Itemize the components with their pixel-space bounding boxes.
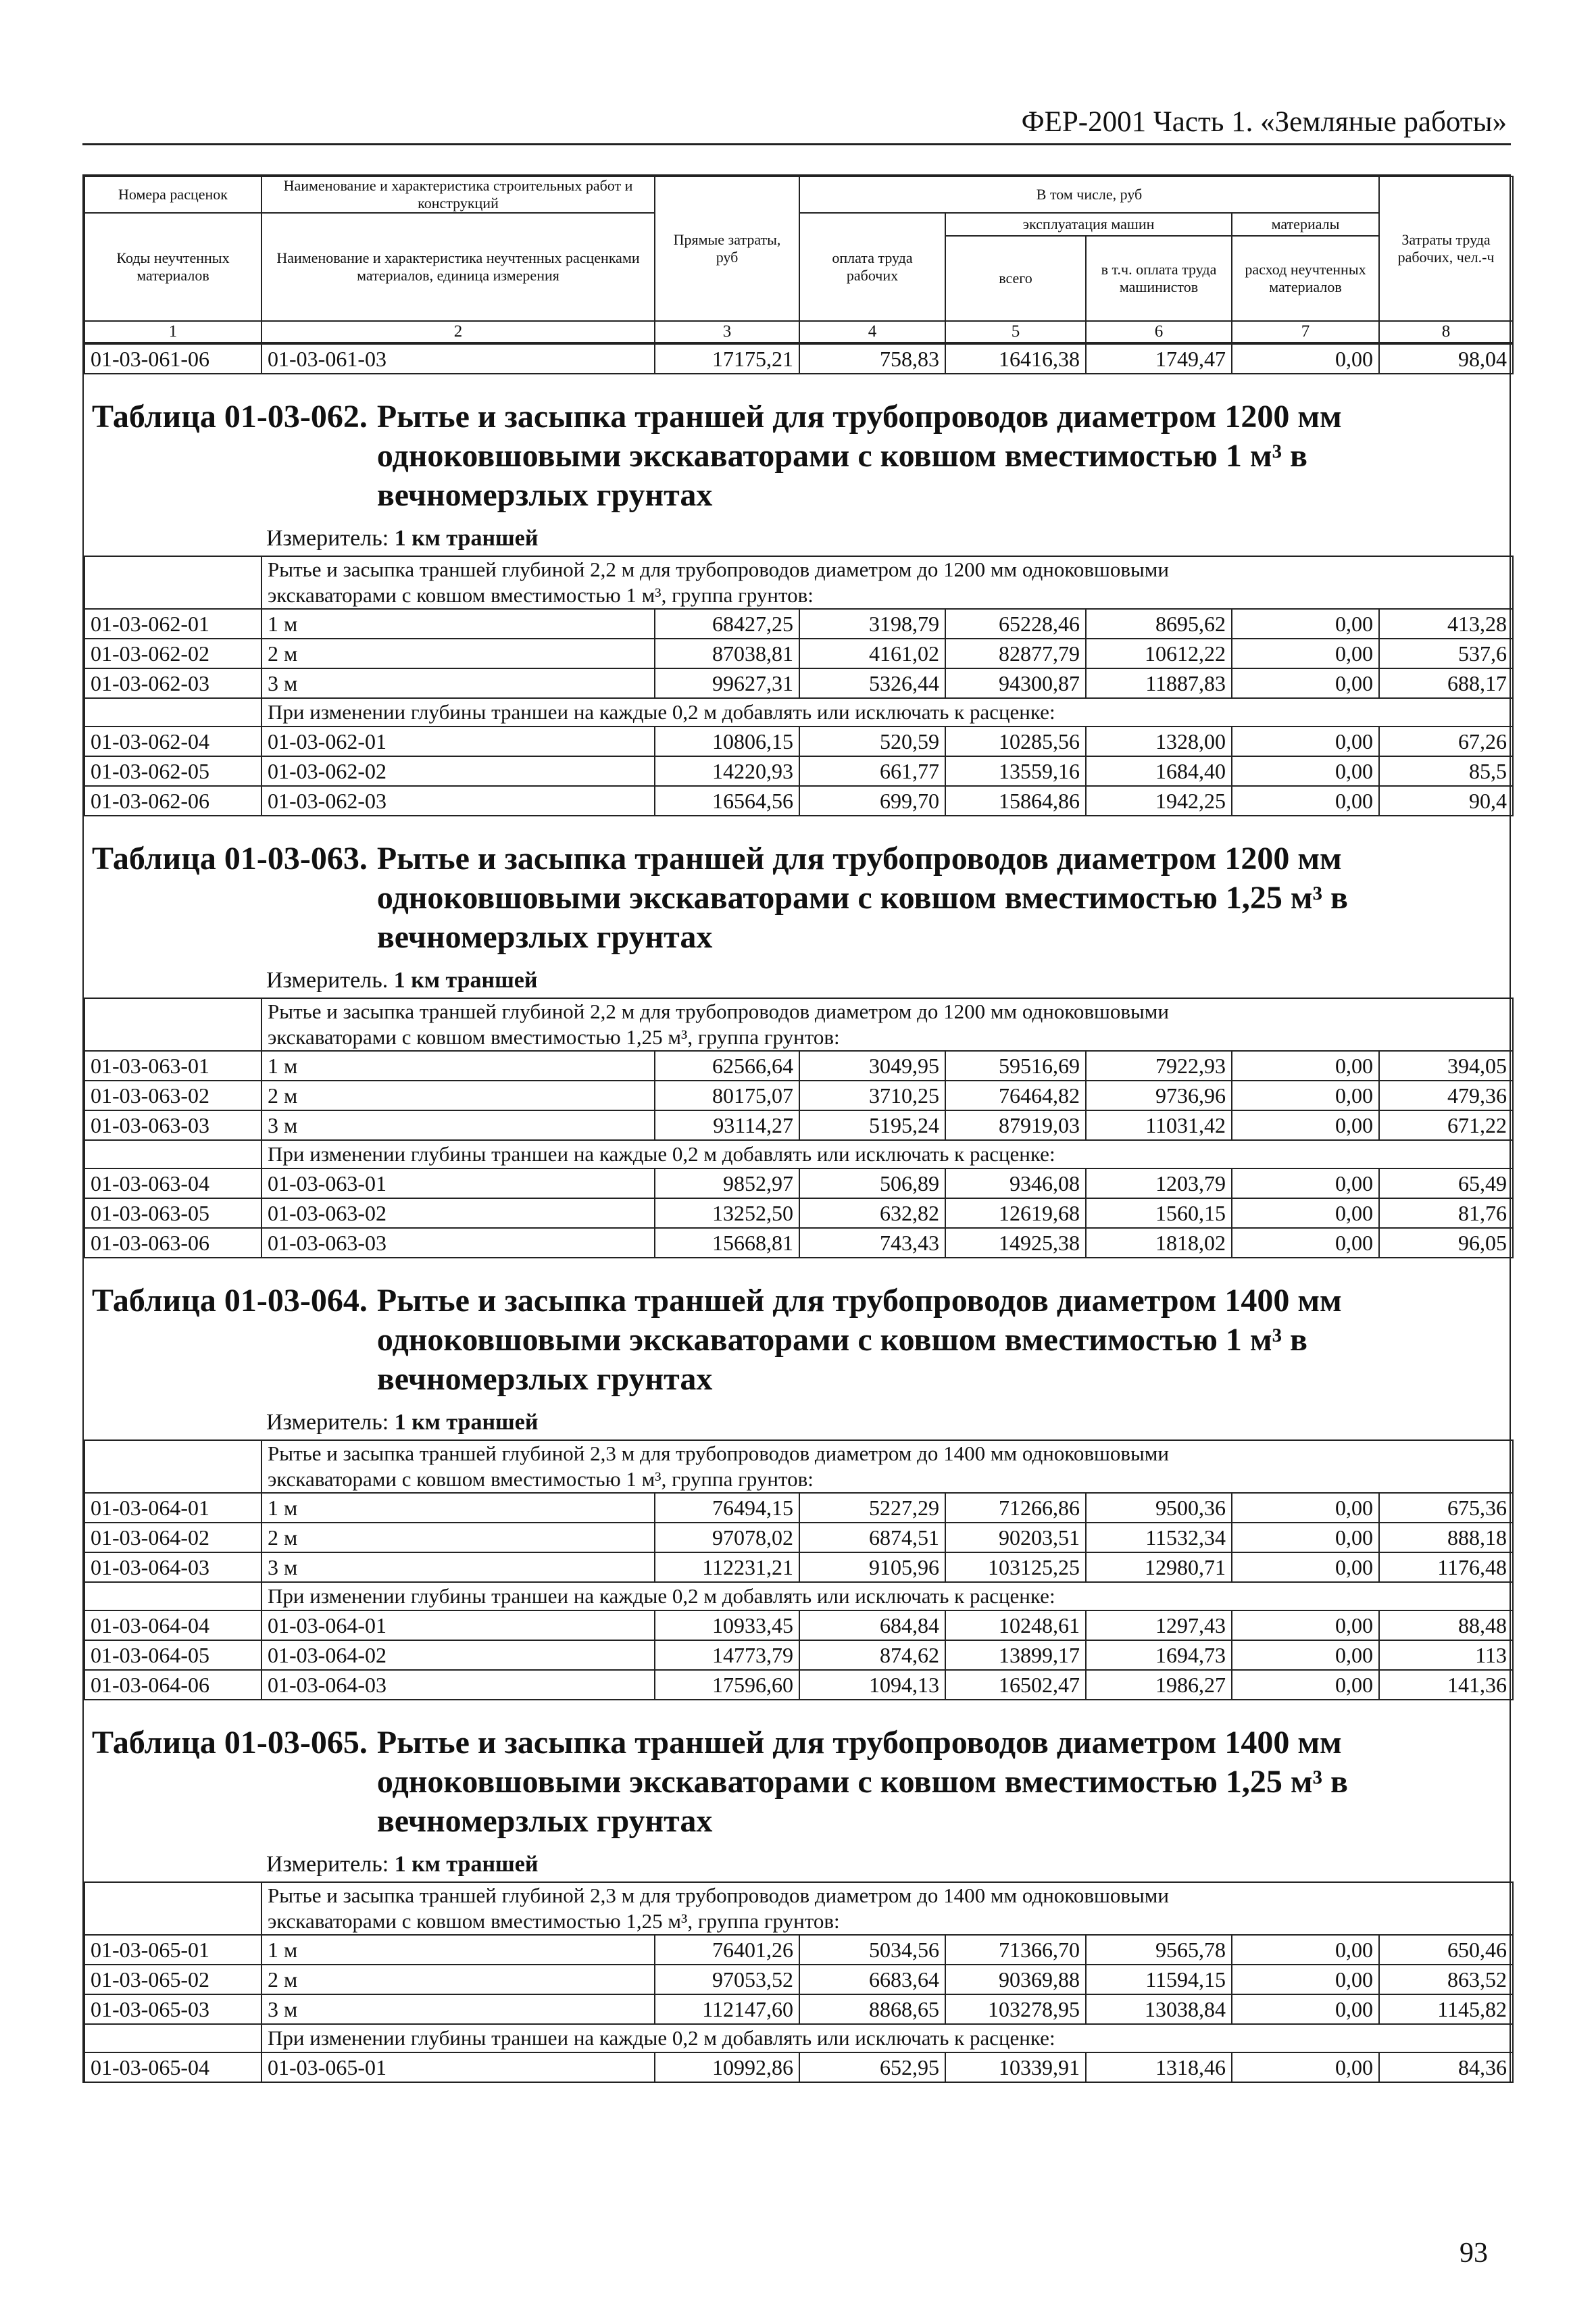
column-number: 4 bbox=[799, 321, 945, 343]
col-header-labor-hours: Затраты труда рабочих, чел.-ч bbox=[1379, 176, 1513, 321]
cell-col-5: 59516,69 bbox=[945, 1051, 1086, 1081]
cell-col-3: 68427,25 bbox=[655, 609, 799, 639]
cell-col-5: 10248,61 bbox=[945, 1610, 1086, 1640]
col-header-machinist-pay: в т.ч. оплата труда машинистов bbox=[1086, 236, 1232, 321]
rate-table-section bbox=[82, 374, 1511, 556]
cell-col-3: 15668,81 bbox=[655, 1228, 799, 1258]
cell-col-1: 01-03-065-01 bbox=[84, 1935, 261, 1965]
cell-col-7: 0,00 bbox=[1232, 1610, 1379, 1640]
cell-col-6: 12980,71 bbox=[1086, 1552, 1232, 1582]
table-number: Таблица 01-03-065. bbox=[92, 1725, 368, 1761]
table-row bbox=[84, 1523, 1513, 1552]
cell-col-3: 14220,93 bbox=[655, 756, 799, 786]
table-title bbox=[84, 816, 1510, 965]
cell-col-8: 141,36 bbox=[1379, 1670, 1513, 1700]
measurement-unit bbox=[84, 523, 1510, 556]
col-header-work-name: Наименование и характеристика строительных работ и конструкций bbox=[261, 176, 655, 213]
cell-col-5: 10339,91 bbox=[945, 2052, 1086, 2082]
table-row bbox=[84, 1110, 1513, 1140]
table-row bbox=[84, 2052, 1513, 2082]
rate-table bbox=[84, 556, 1514, 816]
cell-col-7: 0,00 bbox=[1232, 1935, 1379, 1965]
cell-col-2: 01-03-064-03 bbox=[261, 1670, 655, 1700]
table-row bbox=[84, 1198, 1513, 1228]
column-number: 6 bbox=[1086, 321, 1232, 343]
cell-col-1: 01-03-062-05 bbox=[84, 756, 261, 786]
cell-col-2: 01-03-063-02 bbox=[261, 1198, 655, 1228]
cell-col-5: 103125,25 bbox=[945, 1552, 1086, 1582]
table-caption-line: вечномерзлых грунтах bbox=[376, 919, 713, 955]
table-caption-line: вечномерзлых грунтах bbox=[376, 477, 713, 513]
cell-col-3: 112231,21 bbox=[655, 1552, 799, 1582]
rate-table bbox=[84, 1881, 1514, 2083]
col-header-materials: материалы bbox=[1232, 213, 1379, 236]
cell-col-1: 01-03-062-01 bbox=[84, 609, 261, 639]
cell-col-3: 62566,64 bbox=[655, 1051, 799, 1081]
cell-col-7: 0,00 bbox=[1232, 1198, 1379, 1228]
cell-col-8: 85,5 bbox=[1379, 756, 1513, 786]
cell-col-2: 2 м bbox=[261, 1081, 655, 1110]
cell-col-1: 01-03-062-02 bbox=[84, 639, 261, 668]
table-caption bbox=[368, 397, 1342, 515]
cell-col-3: 112147,60 bbox=[655, 1994, 799, 2024]
cell-col-5: 103278,95 bbox=[945, 1994, 1086, 2024]
cell-col-7: 0,00 bbox=[1232, 1523, 1379, 1552]
cell-col-2: 01-03-061-03 bbox=[261, 344, 655, 374]
work-group-line: Рытье и засыпка траншей глубиной 2,3 м для трубопроводов диаметром до 1400 мм одноковшовыми bbox=[268, 1442, 1169, 1465]
cell-col-2: 2 м bbox=[261, 1965, 655, 1994]
cell-col-4: 743,43 bbox=[799, 1228, 945, 1258]
col-header-material-names: Наименование и характеристика неучтенных расценками материалов, единица измерения bbox=[261, 213, 655, 321]
cell-col-4: 5227,29 bbox=[799, 1493, 945, 1523]
work-group-line: экскаваторами с ковшом вместимостью 1 м³, группа грунтов: bbox=[268, 1467, 814, 1491]
cell-col-1: 01-03-061-06 bbox=[84, 344, 261, 374]
cell-col-5: 16502,47 bbox=[945, 1670, 1086, 1700]
cell-col-7: 0,00 bbox=[1232, 756, 1379, 786]
table-title bbox=[84, 1258, 1510, 1407]
cell-col-8: 413,28 bbox=[1379, 609, 1513, 639]
table-caption-line: одноковшовыми экскаваторами с ковшом вместимостью 1,25 м³ в bbox=[376, 1764, 1348, 1800]
work-group-line: Рытье и засыпка траншей глубиной 2,3 м для трубопроводов диаметром до 1400 мм одноковшовыми bbox=[268, 1884, 1169, 1907]
cell-col-4: 1094,13 bbox=[799, 1670, 945, 1700]
cell-col-3: 14773,79 bbox=[655, 1640, 799, 1670]
cell-col-3: 9852,97 bbox=[655, 1168, 799, 1198]
cell-col-4: 684,84 bbox=[799, 1610, 945, 1640]
cell-col-4: 6874,51 bbox=[799, 1523, 945, 1552]
cell-col-6: 1694,73 bbox=[1086, 1640, 1232, 1670]
cell-col-8: 84,36 bbox=[1379, 2052, 1513, 2082]
cell-col-7: 0,00 bbox=[1232, 1965, 1379, 1994]
cell-col-5: 10285,56 bbox=[945, 727, 1086, 756]
measurement-unit bbox=[84, 965, 1510, 998]
cell-col-4: 632,82 bbox=[799, 1198, 945, 1228]
depth-adjustment-note: При изменении глубины траншеи на каждые 0,2 м добавлять или исключать к расценке: bbox=[261, 698, 1513, 727]
table-row bbox=[84, 668, 1513, 698]
cell-col-8: 675,36 bbox=[1379, 1493, 1513, 1523]
col-header-labor-pay: оплата труда рабочих bbox=[799, 213, 945, 321]
previous-table-tail bbox=[84, 343, 1514, 374]
cell-col-5: 76464,82 bbox=[945, 1081, 1086, 1110]
cell-col-1: 01-03-062-06 bbox=[84, 786, 261, 816]
cell-col-7: 0,00 bbox=[1232, 1994, 1379, 2024]
cell-col-2: 01-03-062-02 bbox=[261, 756, 655, 786]
measurement-unit bbox=[84, 1849, 1510, 1881]
work-group-line: экскаваторами с ковшом вместимостью 1,25 м³, группа грунтов: bbox=[268, 1909, 840, 1933]
cell-col-6: 7922,93 bbox=[1086, 1051, 1232, 1081]
cell-col-6: 1297,43 bbox=[1086, 1610, 1232, 1640]
header-rule bbox=[82, 143, 1511, 145]
cell-col-3: 93114,27 bbox=[655, 1110, 799, 1140]
cell-col-4: 8868,65 bbox=[799, 1994, 945, 2024]
cell-col-2: 1 м bbox=[261, 1493, 655, 1523]
table-row bbox=[84, 756, 1513, 786]
table-row bbox=[84, 1081, 1513, 1110]
cell-col-6: 9565,78 bbox=[1086, 1935, 1232, 1965]
cell-col-7: 0,00 bbox=[1232, 609, 1379, 639]
cell-col-1: 01-03-064-02 bbox=[84, 1523, 261, 1552]
cell-col-7: 0,00 bbox=[1232, 1228, 1379, 1258]
cell-col-7: 0,00 bbox=[1232, 1552, 1379, 1582]
cell-col-2: 3 м bbox=[261, 668, 655, 698]
cell-col-5: 13899,17 bbox=[945, 1640, 1086, 1670]
col-header-direct-costs: Прямые затраты, руб bbox=[655, 176, 799, 321]
cell-col-6: 11887,83 bbox=[1086, 668, 1232, 698]
cell-col-4: 5326,44 bbox=[799, 668, 945, 698]
work-group-line: экскаваторами с ковшом вместимостью 1,25 м³, группа грунтов: bbox=[268, 1025, 840, 1049]
cell-col-5: 9346,08 bbox=[945, 1168, 1086, 1198]
cell-col-7: 0,00 bbox=[1232, 1081, 1379, 1110]
cell-col-6: 13038,84 bbox=[1086, 1994, 1232, 2024]
table-caption-line: вечномерзлых грунтах bbox=[376, 1361, 713, 1397]
cell-col-2: 01-03-063-03 bbox=[261, 1228, 655, 1258]
work-group-line: экскаваторами с ковшом вместимостью 1 м³, группа грунтов: bbox=[268, 583, 814, 607]
cell-col-8: 394,05 bbox=[1379, 1051, 1513, 1081]
cell-col-3: 76494,15 bbox=[655, 1493, 799, 1523]
cell-col-3: 17596,60 bbox=[655, 1670, 799, 1700]
unit-label: Измеритель: bbox=[266, 1852, 389, 1877]
cell-col-6: 1942,25 bbox=[1086, 786, 1232, 816]
column-number: 7 bbox=[1232, 321, 1379, 343]
cell-col-7: 0,00 bbox=[1232, 1640, 1379, 1670]
unit-value: 1 км траншей bbox=[394, 1410, 539, 1435]
col-header-machines: эксплуатация машин bbox=[945, 213, 1232, 236]
cell-col-6: 1818,02 bbox=[1086, 1228, 1232, 1258]
table-caption bbox=[368, 1723, 1348, 1841]
cell-col-5: 14925,38 bbox=[945, 1228, 1086, 1258]
cell-col-3: 76401,26 bbox=[655, 1935, 799, 1965]
cell-col-7: 0,00 bbox=[1232, 1051, 1379, 1081]
table-row bbox=[84, 1994, 1513, 2024]
cell-col-8: 1176,48 bbox=[1379, 1552, 1513, 1582]
rate-table-section bbox=[82, 816, 1511, 998]
cell-col-2: 3 м bbox=[261, 1994, 655, 2024]
cell-col-3: 87038,81 bbox=[655, 639, 799, 668]
table-caption-line: Рытье и засыпка траншей для трубопроводов диаметром 1400 мм bbox=[376, 1725, 1342, 1761]
column-number: 2 bbox=[261, 321, 655, 343]
page-number: 93 bbox=[1460, 2238, 1488, 2269]
work-group-description bbox=[261, 556, 1513, 609]
col-header-rate-number: Номера расценок bbox=[84, 176, 261, 213]
cell-col-8: 96,05 bbox=[1379, 1228, 1513, 1258]
cell-col-3: 97053,52 bbox=[655, 1965, 799, 1994]
column-number: 1 bbox=[84, 321, 261, 343]
unit-label: Измеритель. bbox=[266, 968, 389, 993]
unit-label: Измеритель: bbox=[266, 526, 389, 551]
column-number: 8 bbox=[1379, 321, 1513, 343]
cell-col-7: 0,00 bbox=[1232, 786, 1379, 816]
cell-col-5: 15864,86 bbox=[945, 786, 1086, 816]
cell-col-6: 11532,34 bbox=[1086, 1523, 1232, 1552]
cell-col-6: 11594,15 bbox=[1086, 1965, 1232, 1994]
table-row bbox=[84, 1640, 1513, 1670]
cell-col-4: 699,70 bbox=[799, 786, 945, 816]
table-row bbox=[84, 1935, 1513, 1965]
cell-col-3: 17175,21 bbox=[655, 344, 799, 374]
cell-col-7: 0,00 bbox=[1232, 344, 1379, 374]
cell-col-4: 758,83 bbox=[799, 344, 945, 374]
cell-col-1: 01-03-064-01 bbox=[84, 1493, 261, 1523]
table-row bbox=[84, 1965, 1513, 1994]
column-number: 5 bbox=[945, 321, 1086, 343]
cell-col-1: 01-03-063-04 bbox=[84, 1168, 261, 1198]
cell-col-8: 113 bbox=[1379, 1640, 1513, 1670]
table-row bbox=[84, 609, 1513, 639]
cell-col-5: 90203,51 bbox=[945, 1523, 1086, 1552]
cell-col-1: 01-03-065-03 bbox=[84, 1994, 261, 2024]
rate-table bbox=[84, 998, 1514, 1258]
cell-col-6: 9736,96 bbox=[1086, 1081, 1232, 1110]
cell-col-7: 0,00 bbox=[1232, 1110, 1379, 1140]
running-header: ФЕР-2001 Часть 1. «Земляные работы» bbox=[1021, 106, 1507, 138]
cell-col-8: 98,04 bbox=[1379, 344, 1513, 374]
work-group-description bbox=[261, 998, 1513, 1051]
depth-adjustment-note: При изменении глубины траншеи на каждые 0,2 м добавлять или исключать к расценке: bbox=[261, 2024, 1513, 2052]
table-caption-line: Рытье и засыпка траншей для трубопроводов диаметром 1200 мм bbox=[376, 841, 1342, 877]
cell-col-7: 0,00 bbox=[1232, 2052, 1379, 2082]
cell-col-6: 1318,46 bbox=[1086, 2052, 1232, 2082]
cell-col-5: 94300,87 bbox=[945, 668, 1086, 698]
cell-col-2: 01-03-062-01 bbox=[261, 727, 655, 756]
table-row bbox=[84, 786, 1513, 816]
table-caption-line: Рытье и засыпка траншей для трубопроводов диаметром 1400 мм bbox=[376, 1283, 1342, 1319]
cell-col-2: 1 м bbox=[261, 1935, 655, 1965]
cell-col-4: 874,62 bbox=[799, 1640, 945, 1670]
table-row bbox=[84, 727, 1513, 756]
unit-value: 1 км траншей bbox=[393, 968, 538, 993]
depth-adjustment-note: При изменении глубины траншеи на каждые 0,2 м добавлять или исключать к расценке: bbox=[261, 1582, 1513, 1610]
cell-col-4: 6683,64 bbox=[799, 1965, 945, 1994]
cell-col-2: 2 м bbox=[261, 639, 655, 668]
cell-col-8: 90,4 bbox=[1379, 786, 1513, 816]
cell-col-3: 13252,50 bbox=[655, 1198, 799, 1228]
cell-col-1: 01-03-063-06 bbox=[84, 1228, 261, 1258]
cell-col-1: 01-03-063-02 bbox=[84, 1081, 261, 1110]
cell-col-7: 0,00 bbox=[1232, 1670, 1379, 1700]
cell-col-1: 01-03-064-04 bbox=[84, 1610, 261, 1640]
cell-col-1: 01-03-063-03 bbox=[84, 1110, 261, 1140]
table-caption-line: вечномерзлых грунтах bbox=[376, 1803, 713, 1839]
cell-col-5: 71266,86 bbox=[945, 1493, 1086, 1523]
cell-col-7: 0,00 bbox=[1232, 1168, 1379, 1198]
cell-col-1: 01-03-065-02 bbox=[84, 1965, 261, 1994]
column-number: 3 bbox=[655, 321, 799, 343]
cell-col-3: 99627,31 bbox=[655, 668, 799, 698]
unit-value: 1 км траншей bbox=[394, 526, 539, 551]
table-caption-line: одноковшовыми экскаваторами с ковшом вместимостью 1 м³ в bbox=[376, 1322, 1307, 1358]
cell-col-1: 01-03-064-06 bbox=[84, 1670, 261, 1700]
cell-col-5: 16416,38 bbox=[945, 344, 1086, 374]
table-row bbox=[84, 1228, 1513, 1258]
cell-col-3: 10806,15 bbox=[655, 727, 799, 756]
cell-col-6: 1684,40 bbox=[1086, 756, 1232, 786]
cell-col-2: 2 м bbox=[261, 1523, 655, 1552]
cell-col-8: 688,17 bbox=[1379, 668, 1513, 698]
cell-col-7: 0,00 bbox=[1232, 1493, 1379, 1523]
cell-col-8: 88,48 bbox=[1379, 1610, 1513, 1640]
rate-table bbox=[84, 1439, 1514, 1700]
cell-col-3: 16564,56 bbox=[655, 786, 799, 816]
cell-col-8: 888,18 bbox=[1379, 1523, 1513, 1552]
table-row bbox=[84, 1493, 1513, 1523]
cell-col-4: 3198,79 bbox=[799, 609, 945, 639]
cell-col-5: 90369,88 bbox=[945, 1965, 1086, 1994]
cell-col-3: 97078,02 bbox=[655, 1523, 799, 1552]
work-group-line: Рытье и засыпка траншей глубиной 2,2 м для трубопроводов диаметром до 1200 мм одноковшовыми bbox=[268, 558, 1169, 581]
col-header-including: В том числе, руб bbox=[799, 176, 1379, 213]
col-header-material-codes: Коды неучтенных материалов bbox=[84, 213, 261, 321]
cell-col-6: 1203,79 bbox=[1086, 1168, 1232, 1198]
cell-col-4: 9105,96 bbox=[799, 1552, 945, 1582]
cell-col-1: 01-03-064-05 bbox=[84, 1640, 261, 1670]
cell-col-8: 65,49 bbox=[1379, 1168, 1513, 1198]
table-number: Таблица 01-03-063. bbox=[92, 841, 368, 877]
table-caption-line: Рытье и засыпка траншей для трубопроводов диаметром 1200 мм bbox=[376, 399, 1342, 435]
work-group-line: Рытье и засыпка траншей глубиной 2,2 м для трубопроводов диаметром до 1200 мм одноковшовыми bbox=[268, 1000, 1169, 1023]
cell-col-2: 3 м bbox=[261, 1552, 655, 1582]
cell-col-7: 0,00 bbox=[1232, 727, 1379, 756]
cell-col-7: 0,00 bbox=[1232, 668, 1379, 698]
cell-col-1: 01-03-062-03 bbox=[84, 668, 261, 698]
cell-col-3: 80175,07 bbox=[655, 1081, 799, 1110]
cell-col-2: 01-03-064-01 bbox=[261, 1610, 655, 1640]
table-row bbox=[84, 1670, 1513, 1700]
table-number: Таблица 01-03-062. bbox=[92, 399, 368, 435]
cell-col-5: 13559,16 bbox=[945, 756, 1086, 786]
unit-value: 1 км траншей bbox=[394, 1852, 539, 1877]
cell-col-3: 10933,45 bbox=[655, 1610, 799, 1640]
col-header-material-usage: расход неучтенных материалов bbox=[1232, 236, 1379, 321]
cell-col-2: 01-03-065-01 bbox=[261, 2052, 655, 2082]
cell-col-5: 82877,79 bbox=[945, 639, 1086, 668]
table-title bbox=[84, 374, 1510, 523]
cell-col-8: 81,76 bbox=[1379, 1198, 1513, 1228]
column-header-table bbox=[84, 176, 1514, 343]
cell-col-8: 671,22 bbox=[1379, 1110, 1513, 1140]
cell-col-5: 87919,03 bbox=[945, 1110, 1086, 1140]
cell-col-8: 650,46 bbox=[1379, 1935, 1513, 1965]
cell-col-8: 1145,82 bbox=[1379, 1994, 1513, 2024]
rate-table-section bbox=[82, 1700, 1511, 1881]
cell-col-5: 71366,70 bbox=[945, 1935, 1086, 1965]
table-number: Таблица 01-03-064. bbox=[92, 1283, 368, 1319]
cell-col-2: 1 м bbox=[261, 1051, 655, 1081]
table-title bbox=[84, 1700, 1510, 1849]
unit-label: Измеритель: bbox=[266, 1410, 389, 1435]
cell-col-4: 652,95 bbox=[799, 2052, 945, 2082]
table-caption bbox=[368, 839, 1348, 957]
table-caption bbox=[368, 1281, 1342, 1399]
cell-col-6: 1560,15 bbox=[1086, 1198, 1232, 1228]
cell-col-1: 01-03-063-05 bbox=[84, 1198, 261, 1228]
cell-col-1: 01-03-064-03 bbox=[84, 1552, 261, 1582]
cell-col-5: 12619,68 bbox=[945, 1198, 1086, 1228]
cell-col-8: 67,26 bbox=[1379, 727, 1513, 756]
table-row bbox=[84, 1168, 1513, 1198]
cell-col-2: 1 м bbox=[261, 609, 655, 639]
cell-col-4: 3049,95 bbox=[799, 1051, 945, 1081]
cell-col-5: 65228,46 bbox=[945, 609, 1086, 639]
cell-col-8: 537,6 bbox=[1379, 639, 1513, 668]
cell-col-6: 10612,22 bbox=[1086, 639, 1232, 668]
work-group-description bbox=[261, 1440, 1513, 1493]
cell-col-2: 01-03-062-03 bbox=[261, 786, 655, 816]
cell-col-1: 01-03-065-04 bbox=[84, 2052, 261, 2082]
cell-col-4: 4161,02 bbox=[799, 639, 945, 668]
cell-col-6: 8695,62 bbox=[1086, 609, 1232, 639]
cell-col-4: 520,59 bbox=[799, 727, 945, 756]
cell-col-6: 1986,27 bbox=[1086, 1670, 1232, 1700]
table-row bbox=[84, 1552, 1513, 1582]
table-row bbox=[84, 344, 1513, 374]
cell-col-4: 5195,24 bbox=[799, 1110, 945, 1140]
table-caption-line: одноковшовыми экскаваторами с ковшом вместимостью 1,25 м³ в bbox=[376, 880, 1348, 916]
cell-col-6: 11031,42 bbox=[1086, 1110, 1232, 1140]
cell-col-8: 479,36 bbox=[1379, 1081, 1513, 1110]
table-caption-line: одноковшовыми экскаваторами с ковшом вместимостью 1 м³ в bbox=[376, 438, 1307, 474]
work-group-description bbox=[261, 1882, 1513, 1935]
rate-table-section bbox=[82, 1258, 1511, 1439]
cell-col-6: 1328,00 bbox=[1086, 727, 1232, 756]
cell-col-8: 863,52 bbox=[1379, 1965, 1513, 1994]
cell-col-4: 3710,25 bbox=[799, 1081, 945, 1110]
cell-col-4: 661,77 bbox=[799, 756, 945, 786]
cell-col-6: 9500,36 bbox=[1086, 1493, 1232, 1523]
cell-col-1: 01-03-062-04 bbox=[84, 727, 261, 756]
cell-col-2: 01-03-063-01 bbox=[261, 1168, 655, 1198]
cell-col-3: 10992,86 bbox=[655, 2052, 799, 2082]
cell-col-6: 1749,47 bbox=[1086, 344, 1232, 374]
document-frame bbox=[82, 174, 1511, 2083]
table-row bbox=[84, 1051, 1513, 1081]
cell-col-4: 5034,56 bbox=[799, 1935, 945, 1965]
cell-col-2: 3 м bbox=[261, 1110, 655, 1140]
cell-col-1: 01-03-063-01 bbox=[84, 1051, 261, 1081]
cell-col-4: 506,89 bbox=[799, 1168, 945, 1198]
table-row bbox=[84, 639, 1513, 668]
table-row bbox=[84, 1610, 1513, 1640]
measurement-unit bbox=[84, 1407, 1510, 1439]
col-header-machines-total: всего bbox=[945, 236, 1086, 321]
depth-adjustment-note: При изменении глубины траншеи на каждые 0,2 м добавлять или исключать к расценке: bbox=[261, 1140, 1513, 1168]
cell-col-2: 01-03-064-02 bbox=[261, 1640, 655, 1670]
cell-col-7: 0,00 bbox=[1232, 639, 1379, 668]
